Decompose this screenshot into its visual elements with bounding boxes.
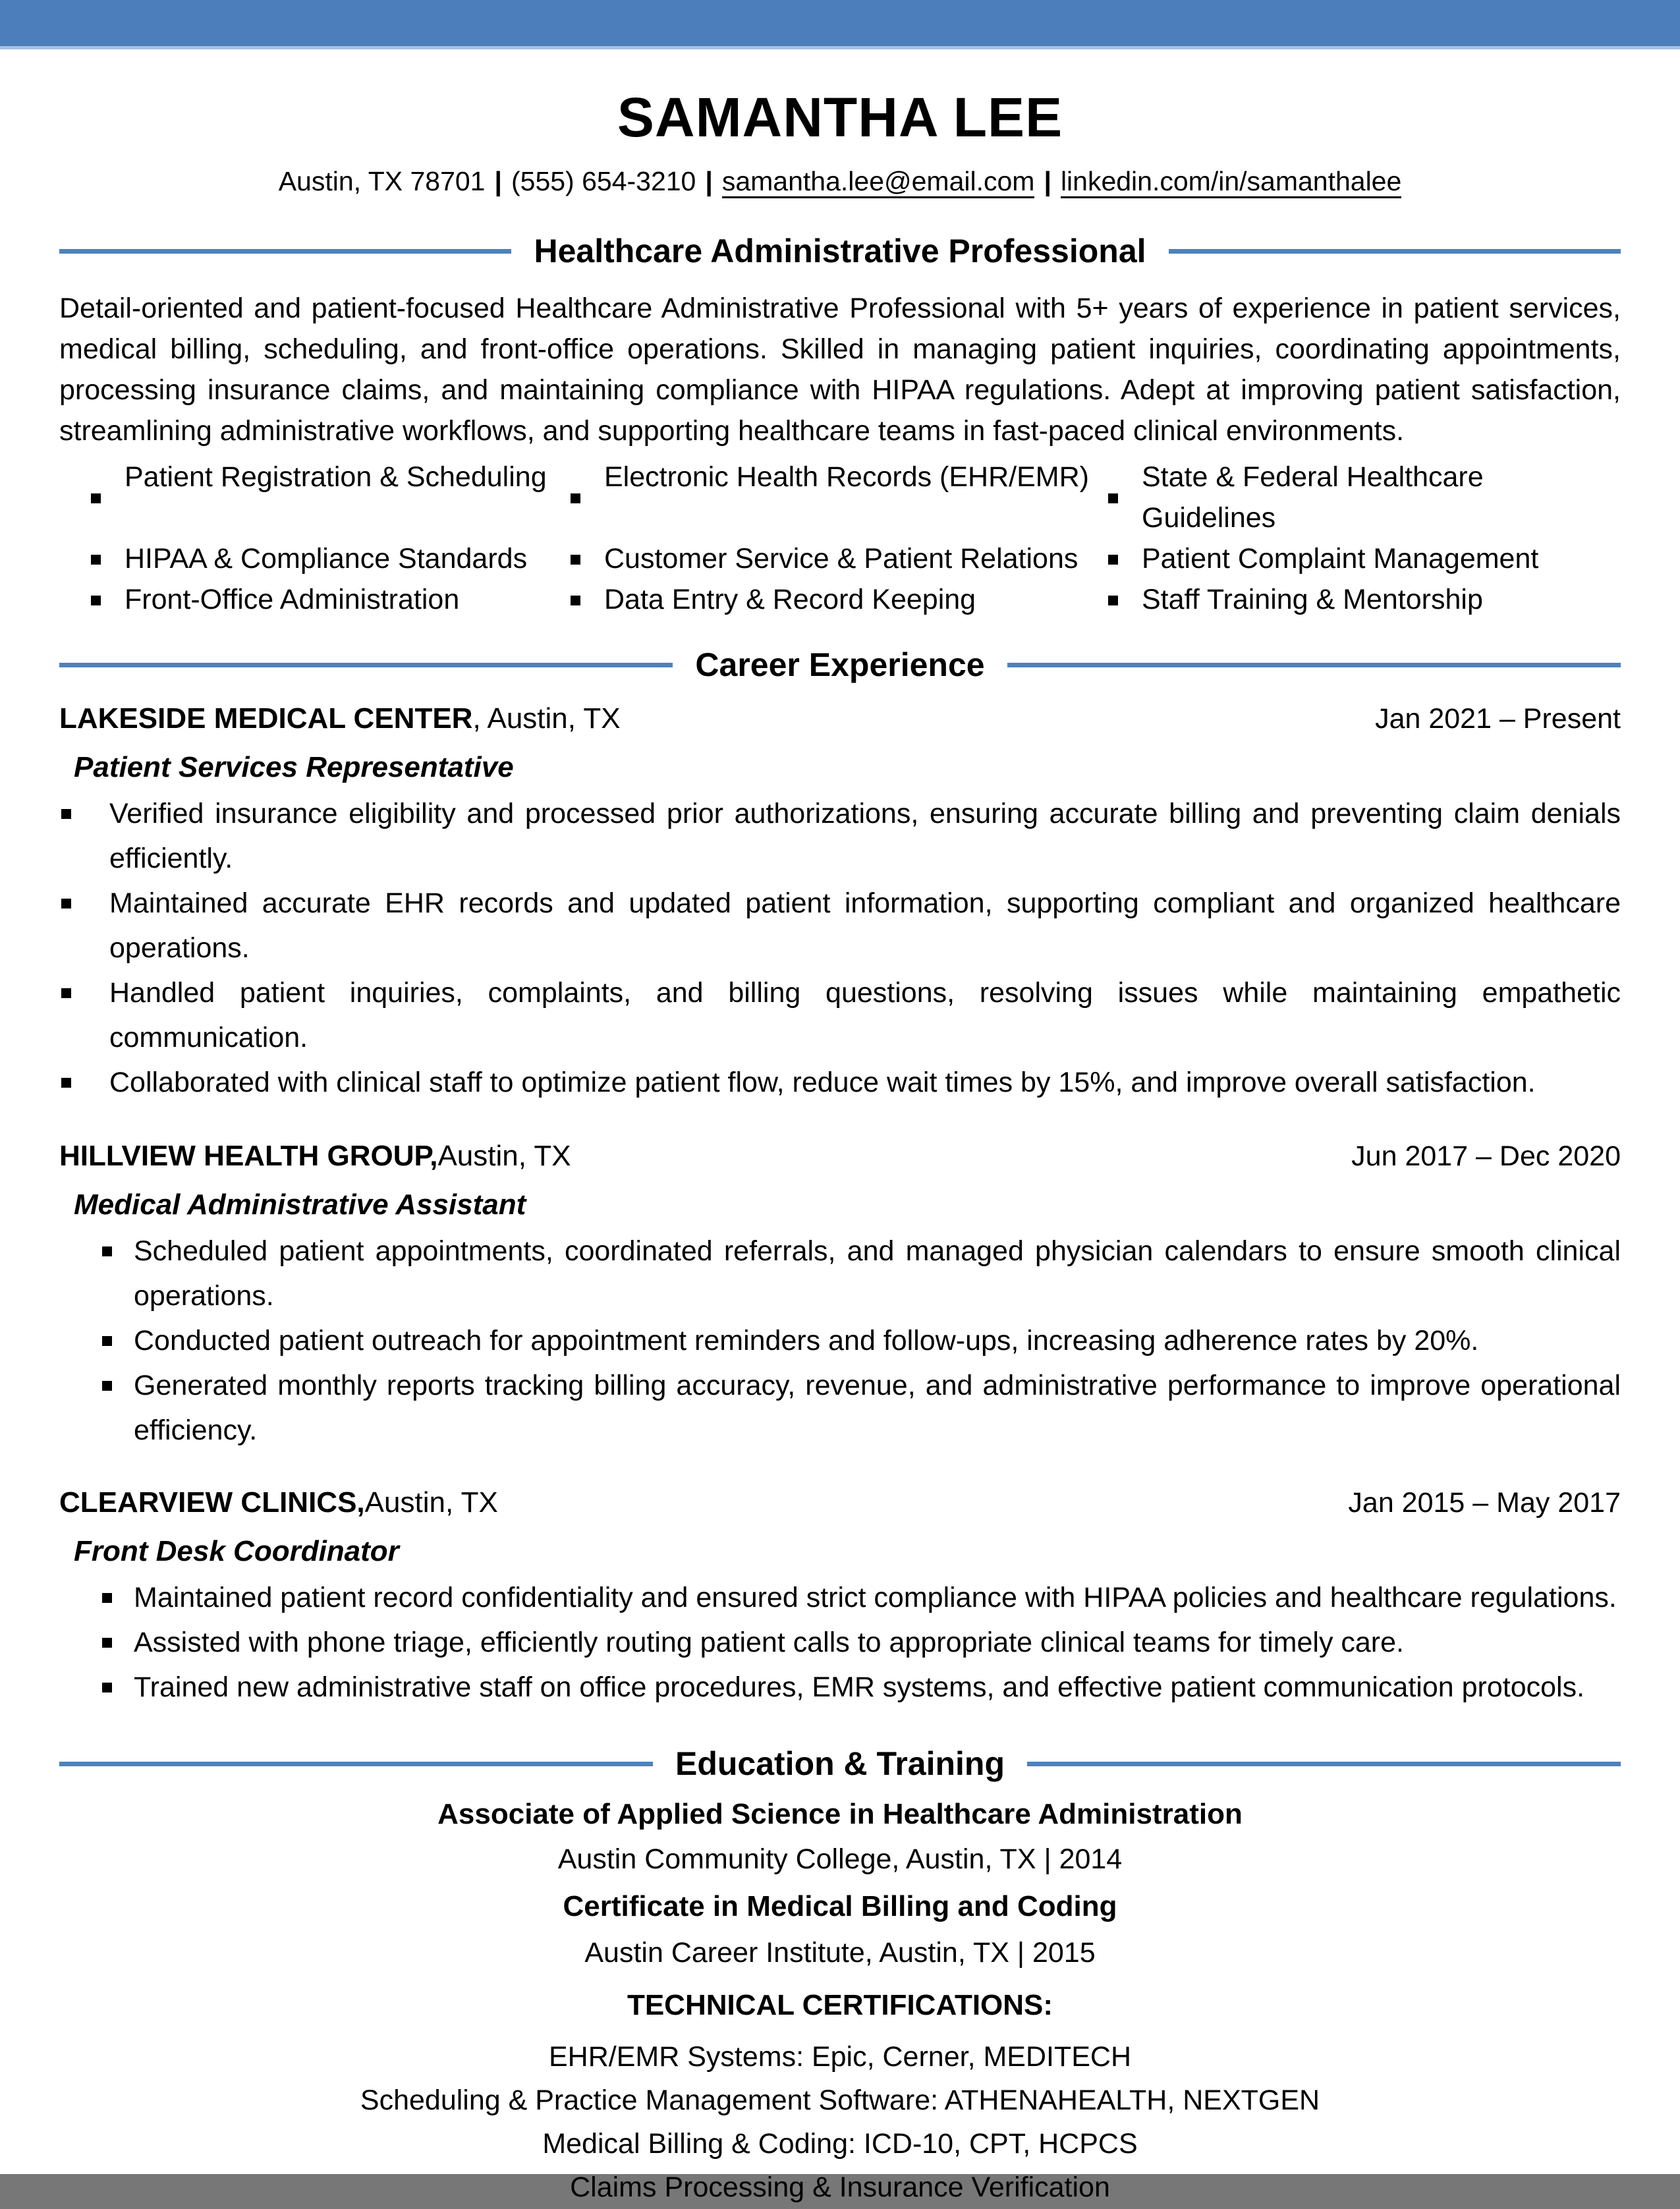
bullet-square-icon [91, 555, 101, 565]
bullet-item [59, 1620, 1621, 1665]
bullet-square-icon [61, 988, 71, 998]
bullet-square-icon [102, 1638, 112, 1648]
career-experience-heading-text: Career Experience [695, 646, 985, 683]
heading-rule-right [1169, 249, 1621, 254]
bullet-square-icon [102, 1593, 112, 1603]
summary-paragraph: Detail-oriented and patient-focused Healthcare Administrative Professional with 5+ years of experience in patient services, medical billing, scheduling, and front-office operations. Skilled in managing patient inquiries, coordinating appointments, processing insurance claims, and maintaining compliance with HIPAA regulations. Adept at improving patient satisfaction, streamlining administrative workflows, and supporting healthcare teams in fast-paced clinical environments. [59, 293, 1621, 447]
bullet-text: Maintained patient record confidentiality and ensured strict compliance with HIPAA policies and healthcare regulations. [134, 1582, 1617, 1613]
skill-item [571, 579, 1108, 620]
bullet-item [59, 1318, 1621, 1363]
bullet-text: Conducted patient outreach for appointment reminders and follow-ups, increasing adherence rates by 20%. [134, 1325, 1479, 1356]
separator: | [1044, 166, 1051, 196]
date-range: Jan 2015 – May 2017 [1348, 1487, 1621, 1519]
certification-line: EHR/EMR Systems: Epic, Cerner, MEDITECH [548, 2041, 1132, 2073]
bullet-list [59, 791, 1621, 1105]
certification-line: Claims Processing & Insurance Verification [570, 2171, 1110, 2203]
education-heading-text: Education & Training [675, 1745, 1005, 1782]
bullet-item [59, 1575, 1621, 1620]
certification-line: Medical Billing & Coding: ICD-10, CPT, HCPCS [542, 2128, 1138, 2160]
bullet-item [59, 1363, 1621, 1453]
bullet-square-icon [91, 493, 101, 503]
bullet-list [59, 1229, 1621, 1453]
skill-item [571, 538, 1108, 579]
skill-label: Customer Service & Patient Relations [604, 543, 1078, 574]
candidate-name: SAMANTHA LEE [617, 86, 1063, 148]
heading-rule-left [59, 1762, 653, 1766]
certification-list [59, 2035, 1621, 2209]
professional-title-text: Healthcare Administrative Professional [534, 233, 1146, 269]
bullet-list [59, 1575, 1621, 1710]
heading-rule-right [1007, 663, 1621, 667]
separator: | [705, 166, 713, 196]
contact-linkedin-link[interactable]: linkedin.com/in/samanthalee [1061, 166, 1401, 198]
separator: | [494, 166, 502, 196]
company-line [59, 1138, 1621, 1175]
bullet-item [59, 1229, 1621, 1318]
skill-item [1108, 457, 1621, 538]
experience-entry [59, 1484, 1621, 1710]
company-name: LAKESIDE MEDICAL CENTER [59, 702, 473, 735]
heading-rule-left [59, 663, 673, 667]
experience-entry [59, 1138, 1621, 1453]
job-title: Patient Services Representative [74, 751, 514, 783]
bullet-text: Handled patient inquiries, complaints, and billing questions, resolving issues while maintaining empathetic communication. [109, 977, 1621, 1053]
skill-item [1108, 538, 1621, 579]
bullet-square-icon [571, 555, 580, 565]
bullet-square-icon [61, 899, 71, 909]
bullet-square-icon [1108, 555, 1118, 565]
section-heading-education [59, 1743, 1621, 1785]
bullet-square-icon [61, 809, 71, 819]
skill-item [91, 457, 571, 538]
job-title: Front Desk Coordinator [74, 1535, 399, 1567]
company-line [59, 700, 1621, 737]
section-heading-professional-title [59, 230, 1621, 272]
bullet-square-icon [571, 493, 580, 503]
contact-line [59, 164, 1621, 198]
company-location: Austin, TX [437, 1140, 571, 1172]
bullet-text: Trained new administrative staff on office procedures, EMR systems, and effective patient communication protocols. [134, 1671, 1585, 1703]
school-line: Austin Community College, Austin, TX | 2014 [557, 1843, 1123, 1875]
degree-title: Associate of Applied Science in Healthcare Administration [437, 1798, 1243, 1830]
bullet-square-icon [102, 1683, 112, 1692]
skill-label: HIPAA & Compliance Standards [125, 543, 528, 574]
company-name: HILLVIEW HEALTH GROUP, [59, 1140, 438, 1172]
date-range: Jan 2021 – Present [1375, 703, 1621, 735]
bullet-item [59, 1060, 1621, 1105]
date-range: Jun 2017 – Dec 2020 [1351, 1140, 1621, 1172]
skill-item [571, 457, 1108, 538]
skill-item [1108, 579, 1621, 620]
certification-line: Scheduling & Practice Management Software: ATHENAHEALTH, NEXTGEN [360, 2084, 1320, 2116]
bullet-square-icon [102, 1336, 112, 1346]
bullet-square-icon [1108, 596, 1118, 605]
company-name: CLEARVIEW CLINICS, [59, 1486, 365, 1519]
heading-rule-right [1027, 1762, 1621, 1766]
heading-rule-left [59, 249, 511, 254]
bullet-text: Collaborated with clinical staff to optimize patient flow, reduce wait times by 15%, and improve overall satisfaction. [109, 1067, 1536, 1098]
company-line [59, 1484, 1621, 1521]
skill-label: Patient Registration & Scheduling [125, 461, 547, 493]
bullet-square-icon [102, 1381, 112, 1391]
contact-phone: (555) 654-3210 [511, 166, 696, 196]
bullet-text: Verified insurance eligibility and processed prior authorizations, ensuring accurate billing and preventing claim denials efficiently. [109, 798, 1621, 874]
bullet-item [59, 791, 1621, 881]
skill-label: Electronic Health Records (EHR/EMR) [604, 461, 1089, 493]
experience-entry [59, 700, 1621, 1105]
section-heading-career-experience [59, 644, 1621, 686]
skill-label: Data Entry & Record Keeping [604, 584, 976, 615]
bullet-item [59, 881, 1621, 970]
skill-label: Staff Training & Mentorship [1142, 584, 1483, 615]
contact-location: Austin, TX 78701 [278, 166, 486, 196]
bullet-square-icon [102, 1246, 112, 1256]
contact-email-link[interactable]: samantha.lee@email.com [722, 166, 1035, 198]
skill-label: Patient Complaint Management [1142, 543, 1539, 574]
bullet-text: Scheduled patient appointments, coordinated referrals, and managed physician calendars to ensure smooth clinical operations. [134, 1235, 1621, 1312]
bullet-item [59, 970, 1621, 1060]
skills-grid [91, 457, 1621, 620]
bullet-square-icon [571, 596, 580, 605]
skill-item [91, 579, 571, 620]
school-line: Austin Career Institute, Austin, TX | 2015 [584, 1937, 1096, 1969]
job-title: Medical Administrative Assistant [74, 1188, 526, 1221]
bullet-square-icon [1108, 493, 1118, 503]
bullet-text: Maintained accurate EHR records and updated patient information, supporting compliant and organized healthcare operations. [109, 887, 1621, 964]
skill-item [91, 538, 571, 579]
company-location: , Austin, TX [472, 702, 621, 735]
company-location: Austin, TX [364, 1486, 498, 1519]
skill-label: State & Federal Healthcare Guidelines [1142, 461, 1484, 534]
degree-title: Certificate in Medical Billing and Coding [563, 1890, 1117, 1922]
bullet-text: Assisted with phone triage, efficiently routing patient calls to appropriate clinical teams for timely care. [134, 1627, 1404, 1658]
bullet-text: Generated monthly reports tracking billing accuracy, revenue, and administrative performance to improve operational efficiency. [134, 1370, 1621, 1446]
education-block [59, 1794, 1621, 2209]
bullet-item [59, 1665, 1621, 1710]
top-banner [0, 0, 1680, 49]
skill-label: Front-Office Administration [125, 584, 460, 615]
technical-certifications-heading: TECHNICAL CERTIFICATIONS: [627, 1989, 1053, 2021]
bullet-square-icon [61, 1078, 71, 1088]
bullet-square-icon [91, 596, 101, 605]
